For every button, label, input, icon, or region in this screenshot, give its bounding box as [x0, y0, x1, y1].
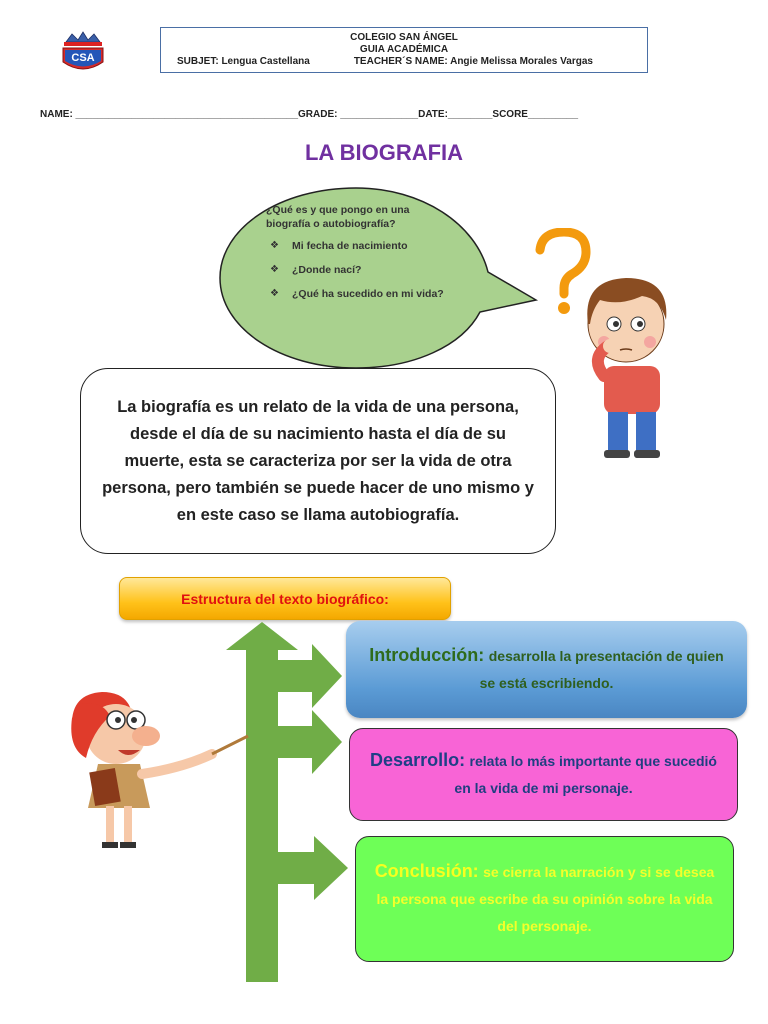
diamond-bullet-icon: ❖	[270, 240, 279, 251]
logo-text: CSA	[71, 52, 95, 64]
section-heading: Introducción:	[369, 645, 485, 665]
school-name: COLEGIO SAN ÁNGEL	[350, 32, 458, 43]
section-conclusion	[355, 836, 734, 962]
teacher-label: TEACHER´S NAME: Angie Melissa Morales Vargas	[353, 56, 593, 67]
definition-box: La biografía es un relato de la vida de una persona, desde el día de su nacimiento hasta el día de su muerte, esta se caracteriza por ser la vida de otra persona, pero también se puede hacer de uno mismo y en este caso se llama autobiografía.	[80, 368, 556, 554]
subject-label: SUBJET: Lengua Castellana	[177, 56, 310, 67]
diamond-bullet-icon: ❖	[270, 264, 279, 275]
list-item: ❖ Mi fecha de nacimiento	[270, 240, 408, 252]
guide-title: GUIA ACADÉMICA	[359, 44, 449, 55]
list-item: ❖ ¿Donde nací?	[270, 264, 362, 276]
question-mark-icon	[540, 232, 586, 294]
school-logo	[58, 30, 108, 78]
bubble-question: ¿Qué es y que pongo en una biografía o autobiografía?	[266, 204, 410, 230]
section-body: se cierra la narración y si se desea la persona que escribe da su opinión sobre la vida del personaje.	[376, 864, 715, 934]
teacher-illustration	[62, 688, 252, 858]
bubble-content	[266, 203, 446, 311]
diamond-bullet-icon: ❖	[270, 288, 279, 299]
structure-label: Estructura del texto biográfico:	[119, 577, 451, 620]
section-development	[349, 728, 738, 821]
section-heading: Desarrollo:	[370, 750, 466, 770]
bubble-list	[266, 239, 446, 301]
section-body: desarrolla la presentación de quien se está escribiendo.	[479, 648, 724, 691]
list-item: ❖ ¿Qué ha sucedido en mi vida?	[270, 288, 444, 300]
student-info-line: NAME: ________________________________________GRADE: ______________DATE:________SCORE_________	[40, 109, 579, 120]
school-header	[160, 27, 648, 73]
section-body: relata lo más importante que sucedió en la vida de mi personaje.	[454, 753, 717, 796]
page-title: LA BIOGRAFIA	[304, 140, 464, 165]
section-heading: Conclusión:	[374, 861, 479, 881]
section-introduction	[346, 621, 747, 718]
